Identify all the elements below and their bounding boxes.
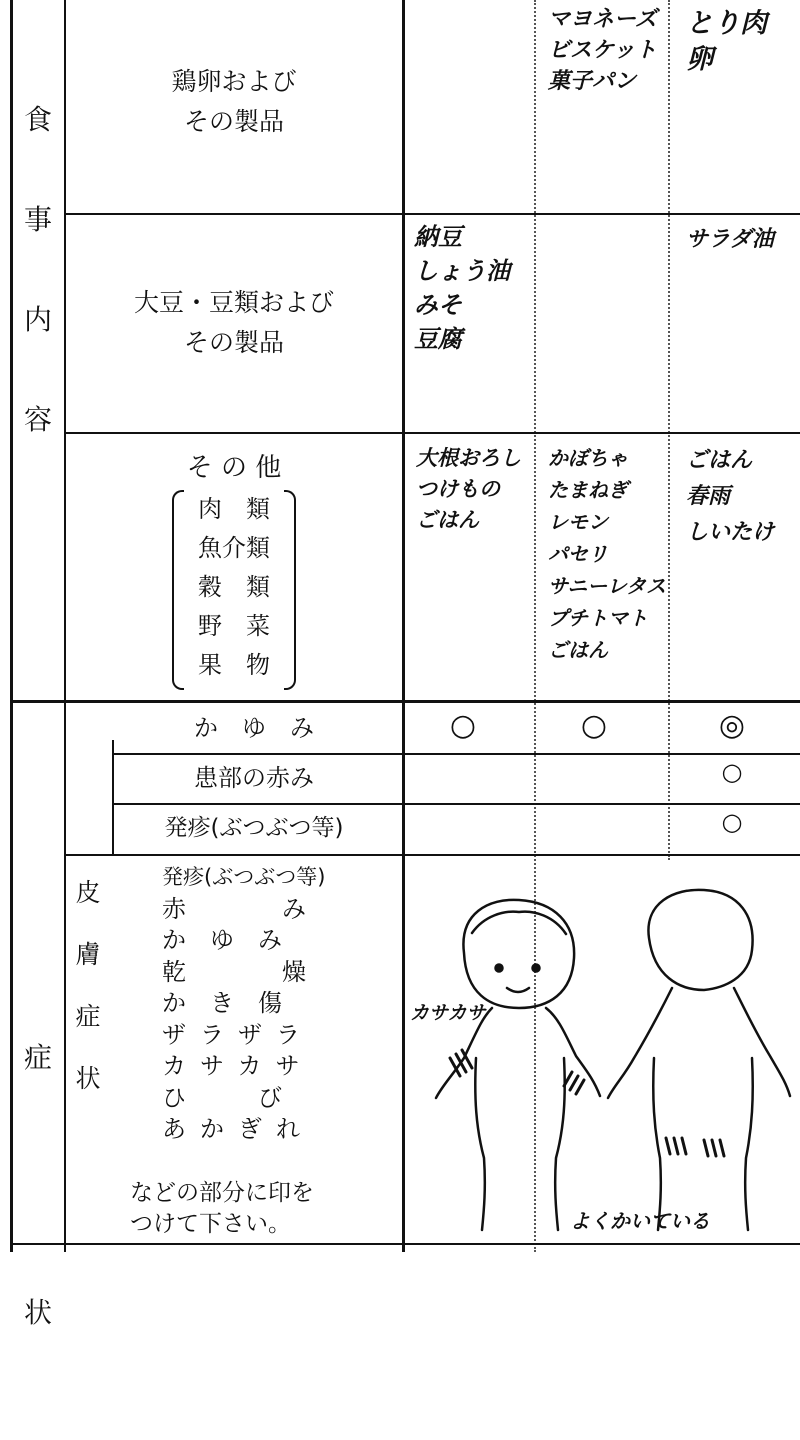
rash-row-label: 発疹(ぶつぶつ等) <box>164 815 344 841</box>
egg-cell-2: マヨネーズ ビスケット 菓子パン <box>548 6 657 94</box>
symptom-label-char-1: 症 <box>23 1041 52 1074</box>
symptom-section-label <box>14 930 62 1440</box>
itch-mark-2: ○ <box>580 708 608 743</box>
soy-cell-3: サラダ油 <box>686 226 774 252</box>
outer-left-border <box>10 0 13 1252</box>
row-line-egg-bottom <box>64 213 800 215</box>
skin-section-label <box>66 862 110 1110</box>
skin-label-char-3: 症 <box>75 1002 101 1031</box>
skin-item: ザラザラ <box>162 1020 314 1049</box>
itch-mark-1: ○ <box>449 708 477 743</box>
itch-row-label: か ゆ み <box>194 714 314 742</box>
other-sub-item: 肉 類 <box>198 495 270 523</box>
front-body <box>436 1008 600 1230</box>
rash-mark-3: ○ <box>721 808 743 836</box>
back-figure <box>608 890 790 1230</box>
egg-cell-3: とり肉 卵 <box>686 8 767 75</box>
row-line-rash-bottom <box>64 854 800 856</box>
egg-row-label: 鶏卵および その製品 <box>171 67 297 136</box>
skin-label-char-1: 皮 <box>75 878 101 907</box>
skin-item: 乾 燥 <box>162 957 306 986</box>
skin-item: ひ び <box>162 1083 282 1112</box>
back-body <box>608 988 790 1230</box>
front-hair <box>472 912 566 934</box>
food-section-bottom <box>10 700 800 703</box>
figure-note-left: カサカサ <box>410 1002 486 1024</box>
food-label-char-2: 事 <box>23 203 52 236</box>
front-eye-left <box>496 965 503 972</box>
food-section-label <box>14 70 62 470</box>
skin-item: か ゆ み <box>162 926 282 954</box>
skin-instruction-note: などの部分に印を つけて下さい。 <box>130 1180 314 1237</box>
redness-mark-3: ○ <box>721 758 743 786</box>
other-cell-2: かぼちゃ たまねぎ レモン パセリ サニーレタス プチトマト ごはん <box>548 446 666 662</box>
back-leg-hatch <box>666 1138 724 1156</box>
redness-row-label: 患部の赤み <box>194 764 314 792</box>
symptom-label-char-2: 状 <box>23 1296 52 1329</box>
skin-item: 発疹(ぶつぶつ等) <box>162 865 326 889</box>
front-figure <box>436 900 600 1230</box>
skin-label-char-4: 状 <box>75 1064 101 1093</box>
food-label-char-4: 容 <box>23 403 52 436</box>
row-line-red-bottom <box>112 803 800 805</box>
skin-item: あかぎれ <box>162 1115 314 1143</box>
other-sub-item: 果 物 <box>198 651 270 679</box>
back-head <box>648 890 752 990</box>
other-row-label: そ の 他 <box>186 453 282 483</box>
cell-divider-2 <box>668 0 670 860</box>
other-cell-1: 大根おろし つけもの ごはん <box>416 445 521 532</box>
row-line-soy-bottom <box>64 432 800 434</box>
skin-label-char-2: 膚 <box>75 940 101 969</box>
other-bracket-left <box>172 490 184 690</box>
food-label-char-3: 内 <box>23 303 52 336</box>
row-line-itch-bottom <box>112 753 800 755</box>
other-sub-item: 穀 類 <box>198 573 270 601</box>
soy-cell-1: 納豆 しょう油 みそ 豆腐 <box>414 222 510 353</box>
other-cell-3: ごはん 春雨 しいたけ <box>686 447 775 545</box>
body-figures-illustration <box>404 858 798 1242</box>
other-sub-item: 野 菜 <box>198 612 270 640</box>
other-sub-items <box>186 490 282 685</box>
skin-item: 赤 み <box>162 894 306 923</box>
skin-item: か き 傷 <box>162 989 282 1017</box>
other-bracket-right <box>284 490 296 690</box>
itch-mark-3: ◎ <box>718 708 746 743</box>
front-mouth <box>507 988 529 992</box>
figure-note-bottom: よくかいている <box>570 1209 710 1233</box>
other-sub-item: 魚介類 <box>198 534 270 562</box>
front-eye-right <box>533 965 540 972</box>
food-label-char-1: 食 <box>23 103 52 136</box>
skin-item: カサカサ <box>162 1052 314 1080</box>
skin-symptom-list <box>162 862 398 1146</box>
soy-row-label: 大豆・豆類および その製品 <box>133 288 334 357</box>
table-bottom <box>10 1243 800 1245</box>
